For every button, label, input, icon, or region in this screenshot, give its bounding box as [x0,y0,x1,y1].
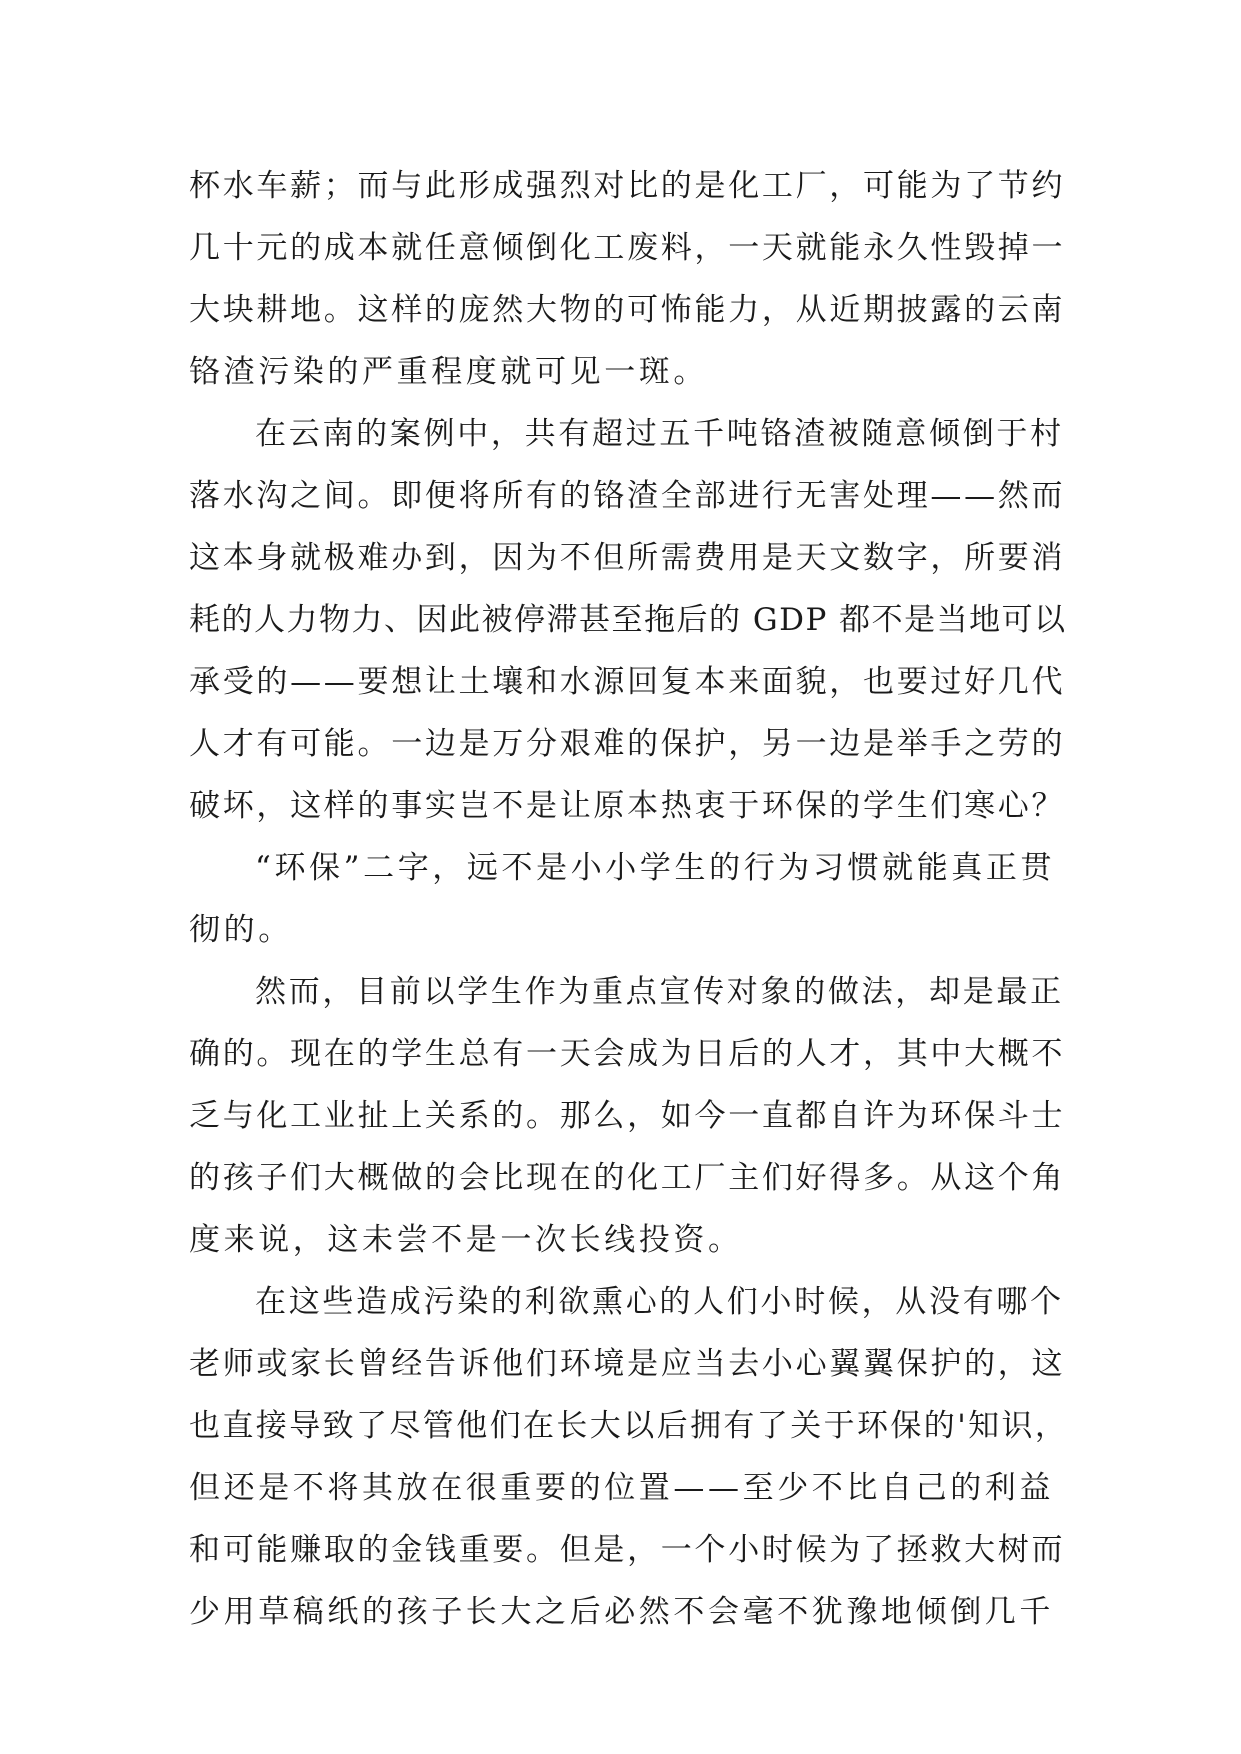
text-line: 杯水车薪；而与此形成强烈对比的是化工厂，可能为了节约 [189,168,1066,204]
text-line: 这本身就极难办到，因为不但所需费用是天文数字，所要消 [189,540,1066,576]
text-line: 的孩子们大概做的会比现在的化工厂主们好得多。从这个角 [189,1160,1066,1196]
text-line: 少用草稿纸的孩子长大之后必然不会毫不犹豫地倾倒几千 [189,1594,1054,1630]
text-line: 也直接导致了尽管他们在长大以后拥有了关于环保的'知识， [189,1408,1069,1444]
text-line: 老师或家长曾经告诉他们环境是应当去小心翼翼保护的，这 [189,1346,1066,1382]
text-line: 大块耕地。这样的庞然大物的可怖能力，从近期披露的云南 [189,292,1066,328]
text-line: “环保”二字，远不是小小学生的行为习惯就能真正贯 [255,850,1056,886]
text-line: 彻的。 [189,912,293,948]
text-line: 承受的——要想让土壤和水源回复本来面貌，也要过好几代 [189,664,1066,700]
text-line: 落水沟之间。即便将所有的铬渣全部进行无害处理——然而 [189,478,1066,514]
text-line: 然而，目前以学生作为重点宣传对象的做法，却是最正 [255,974,1064,1010]
text-line: 在云南的案例中，共有超过五千吨铬渣被随意倾倒于村 [255,416,1064,452]
document-body [189,155,1069,1643]
text-line: 人才有可能。一边是万分艰难的保护，另一边是举手之劳的 [189,726,1066,762]
text-line: 度来说，这未尝不是一次长线投资。 [189,1222,743,1258]
text-line: 破坏，这样的事实岂不是让原本热衷于环保的学生们寒心？ [189,788,1066,824]
text-line: 乏与化工业扯上关系的。那么，如今一直都自许为环保斗士 [189,1098,1066,1134]
text-line: 和可能赚取的金钱重要。但是，一个小时候为了拯救大树而 [189,1532,1066,1568]
text-line: 几十元的成本就任意倾倒化工废料，一天就能永久性毁掉一 [189,230,1066,266]
text-line: 耗的人力物力、因此被停滞甚至拖后的 GDP 都不是当地可以 [189,602,1067,638]
text-line: 铬渣污染的严重程度就可见一斑。 [189,354,708,390]
text-line: 在这些造成污染的利欲熏心的人们小时候，从没有哪个 [255,1284,1064,1320]
text-line: 确的。现在的学生总有一天会成为日后的人才，其中大概不 [189,1036,1066,1072]
text-line: 但还是不将其放在很重要的位置——至少不比自己的利益 [189,1470,1054,1506]
